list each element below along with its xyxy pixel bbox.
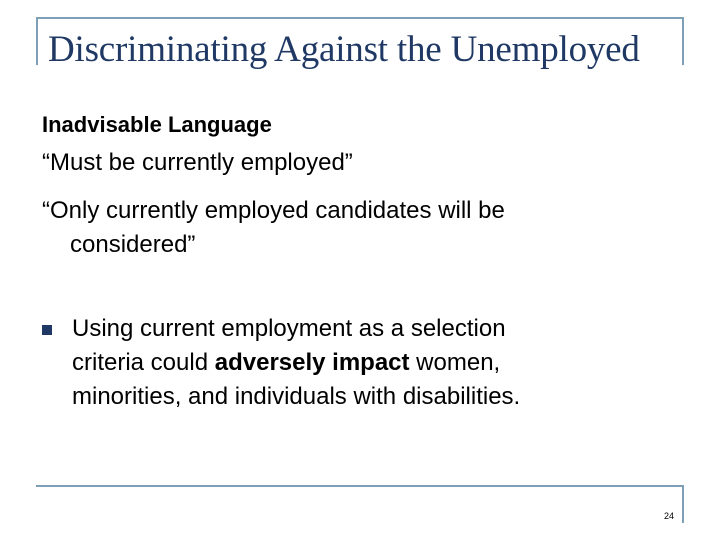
header-right-rule — [682, 17, 684, 65]
page-number: 24 — [664, 511, 675, 521]
header-rule — [36, 17, 684, 19]
quote-item-2-line1: “Only currently employed candidates will be — [42, 197, 505, 224]
bullet-emphasis: adversely impact — [214, 349, 410, 376]
bullet-text — [72, 312, 672, 414]
bullet-line-2-post: women, — [409, 349, 501, 376]
bullet-line-1: Using current employment as a selection — [72, 315, 506, 342]
quote-item-2-line2: considered” — [70, 231, 196, 258]
subheading: Inadvisable Language — [42, 112, 272, 137]
quote-item-2 — [42, 194, 662, 262]
footer-rule — [36, 485, 684, 487]
bullet-line-2-pre: criteria could — [72, 349, 215, 376]
quote-item-1: “Must be currently employed” — [42, 149, 353, 176]
slide-title: Discriminating Against the Unemployed — [48, 29, 640, 70]
bullet-line-3: minorities, and individuals with disabilities. — [72, 383, 521, 410]
square-bullet-icon — [42, 325, 52, 335]
footer-right-rule — [682, 485, 684, 523]
header-left-rule — [36, 17, 38, 65]
